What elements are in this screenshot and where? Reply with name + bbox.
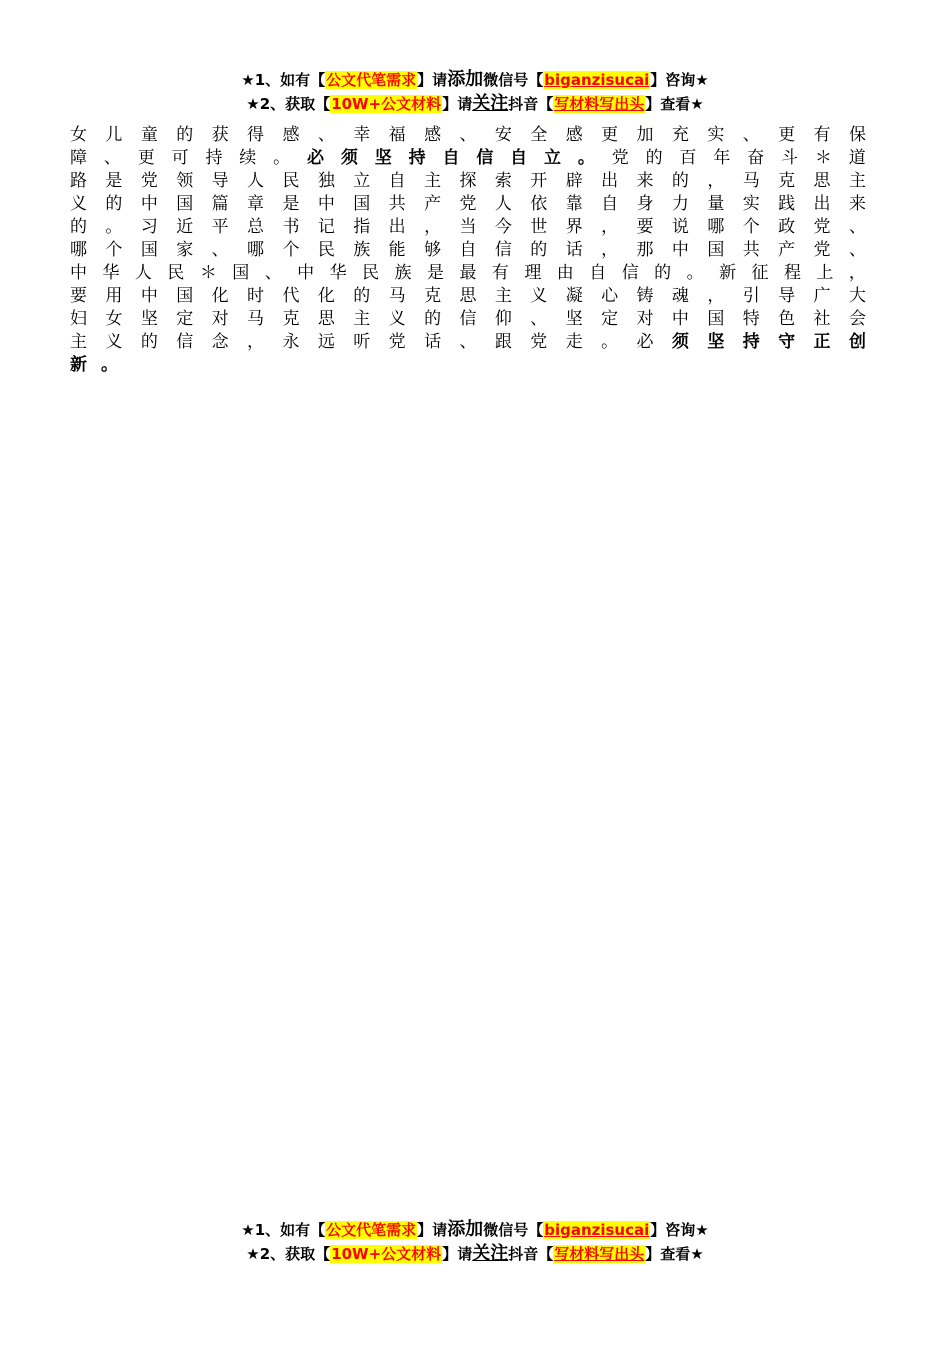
body-char: 党 [813,240,831,260]
footer-line-1-tail: 】咨询★ [650,1221,709,1239]
body-char: 义 [388,309,406,329]
body-char: 道 [848,148,866,168]
body-char: 有 [813,125,831,145]
body-char: 得 [247,125,265,145]
header-line-2 [0,92,950,116]
body-char: 、 [317,125,335,145]
body-char: 党 [459,194,477,214]
body-char: 国 [353,194,371,214]
body-line [70,239,866,262]
body-char: 魂 [671,286,689,306]
footer-line-2-emph: 关注 [472,1243,509,1264]
body-char: 童 [140,125,158,145]
header-douyin-account: 写材料写出头 [554,95,645,113]
body-char: 感 [424,125,442,145]
body-char: 大 [848,286,866,306]
body-char: 更 [778,125,796,145]
body-char: 共 [388,194,406,214]
body-char: 身 [636,194,654,214]
body-char: 持 [742,332,760,352]
body-char: 信 [459,309,477,329]
body-char: 对 [211,309,229,329]
body-char: 产 [778,240,796,260]
footer-line-1-emph: 添加 [447,1219,484,1240]
body-char: 是 [105,171,123,191]
body-char: 出 [813,194,831,214]
body-char: 的 [105,194,123,214]
body-char: 出 [388,217,406,237]
header-line-1-lead: ★1、如有【 [241,71,326,89]
body-line [70,331,866,354]
body-char: 导 [211,171,229,191]
body-char: 化 [317,286,335,306]
body-char: 中 [140,286,158,306]
body-char: 、 [848,240,866,260]
body-char: 安 [494,125,512,145]
body-char: 。 [686,263,704,283]
body-char: 今 [494,217,512,237]
body-char: 信 [176,332,194,352]
footer-line-1-mid1: 】请 [417,1221,448,1239]
body-char: 党 [140,171,158,191]
body-char: 义 [105,332,123,352]
body-char: 党 [813,217,831,237]
body-char: ， [707,286,725,306]
body-char: 征 [751,263,769,283]
body-char: 近 [176,217,194,237]
body-char: 来 [636,171,654,191]
body-char: 听 [353,332,371,352]
body-char: ， [601,217,619,237]
body-char: 国 [707,240,725,260]
body-char: 自 [601,194,619,214]
body-char: 思 [317,309,335,329]
footer-line-2-highlight: 10W+公文材料 [331,1245,442,1263]
body-char: 总 [247,217,265,237]
body-char: 幸 [353,125,371,145]
body-char: 理 [524,263,542,283]
header-line-2-mid1: 】请 [442,95,473,113]
body-char: 思 [813,171,831,191]
body-char: 人 [247,171,265,191]
body-char: 篇 [211,194,229,214]
body-char: 靠 [565,194,583,214]
body-char: 思 [459,286,477,306]
body-char: 代 [282,286,300,306]
body-char: 定 [601,309,619,329]
footer-line-1-mid2: 微信号【 [483,1221,544,1239]
body-char: 能 [388,240,406,260]
body-char: 时 [247,286,265,306]
body-char: ， [601,240,619,260]
body-char: 加 [636,125,654,145]
body-char: 马 [742,171,760,191]
body-char: 信 [476,148,494,168]
body-line [70,285,866,308]
body-char: 界 [565,217,583,237]
body-char: 国 [707,309,725,329]
body-char: 主 [494,286,512,306]
body-char: 社 [813,309,831,329]
body-char: 章 [247,194,265,214]
body-char: 族 [353,240,371,260]
body-char: 马 [388,286,406,306]
body-char: 更 [601,125,619,145]
body-char: 那 [636,240,654,260]
header-banner [0,68,950,116]
body-char: 辟 [565,171,583,191]
body-char: 的 [140,332,158,352]
body-char: 创 [848,332,866,352]
body-char: 有 [491,263,509,283]
body-line [70,147,866,170]
body-char: 民 [362,263,380,283]
header-line-1-mid1: 】请 [417,71,448,89]
body-char: ＊ [199,263,217,283]
body-char: 、 [848,217,866,237]
body-char: 中 [140,194,158,214]
footer-banner [0,1218,950,1266]
body-char: 领 [176,171,194,191]
body-char: 哪 [247,240,265,260]
header-line-1-emph: 添加 [447,69,484,90]
body-line [70,193,866,216]
body-char: 书 [282,217,300,237]
body-char: 持 [205,148,223,168]
body-char: 个 [105,240,123,260]
body-char: 女 [70,125,87,145]
body-char: 党 [611,148,629,168]
body-char: 索 [494,171,512,191]
body-char: 义 [530,286,548,306]
body-char: 特 [742,309,760,329]
body-char: 当 [459,217,477,237]
body-char: 克 [282,309,300,329]
body-char: 个 [742,217,760,237]
body-char: 引 [742,286,760,306]
body-char: 由 [556,263,574,283]
body-char: 儿 [105,125,123,145]
body-char: 中 [317,194,335,214]
body-char: 仰 [494,309,512,329]
body-char: 。 [273,148,291,168]
body-char: 感 [565,125,583,145]
body-line [70,170,866,193]
body-char: 心 [601,286,619,306]
body-char: 获 [211,125,229,145]
body-char: 党 [530,332,548,352]
body-char: 坚 [707,332,725,352]
body-char: 家 [176,240,194,260]
body-char: ， [424,217,442,237]
header-line-1-tail: 】咨询★ [650,71,709,89]
body-char: 。 [577,148,595,168]
footer-line-2 [0,1242,950,1266]
body-char: 坚 [565,309,583,329]
body-char: 自 [442,148,460,168]
body-char: 国 [176,194,194,214]
body-char: 持 [408,148,426,168]
body-char: 依 [530,194,548,214]
body-char: 说 [671,217,689,237]
body-char: 开 [530,171,548,191]
body-char: 马 [247,309,265,329]
body-line [70,216,866,239]
body-char: 。 [105,217,123,237]
body-char: 习 [140,217,158,237]
body-char: 立 [353,171,371,191]
body-char: 须 [340,148,358,168]
body-char: 用 [105,286,123,306]
body-char: 自 [510,148,528,168]
body-char: 中 [671,309,689,329]
body-char: 跟 [494,332,512,352]
body-char: 念 [211,332,229,352]
body-char: 色 [778,309,796,329]
header-line-2-highlight: 10W+公文材料 [331,95,442,113]
body-char: 产 [424,194,442,214]
body-char: 的 [645,148,663,168]
body-char: 践 [778,194,796,214]
header-line-1 [0,68,950,92]
body-char: 共 [742,240,760,260]
body-paragraph [70,124,866,377]
body-char: 党 [388,332,406,352]
body-char: 平 [211,217,229,237]
body-char: 主 [353,309,371,329]
body-char: 量 [707,194,725,214]
body-char: 国 [232,263,250,283]
body-char: 百 [679,148,697,168]
body-char: 斗 [781,148,799,168]
body-char: 是 [282,194,300,214]
body-char: 妇 [70,309,87,329]
body-char: 正 [813,332,831,352]
body-char: 充 [671,125,689,145]
body-char: 远 [317,332,335,352]
body-char: 人 [134,263,152,283]
body-char: 自 [388,171,406,191]
body-char: 的 [424,309,442,329]
body-char: 的 [70,217,87,237]
body-char: 会 [848,309,866,329]
body-char: 坚 [374,148,392,168]
body-char: 新 [70,355,87,375]
body-char: 中 [671,240,689,260]
body-char: 感 [282,125,300,145]
footer-line-2-tail: 】查看★ [645,1245,704,1263]
body-char: 哪 [707,217,725,237]
body-char: 程 [783,263,801,283]
body-char: 要 [70,286,87,306]
body-char: 对 [636,309,654,329]
body-char: 、 [103,148,121,168]
footer-line-1-highlight: 公文代笔需求 [326,1221,417,1239]
body-char: 上 [816,263,834,283]
body-char: 来 [848,194,866,214]
header-wechat-id: biganzisucai [544,71,650,89]
body-char: 的 [353,286,371,306]
body-char: ， [247,332,265,352]
body-char: 民 [282,171,300,191]
body-char: 够 [424,240,442,260]
body-char: 实 [742,194,760,214]
footer-line-2-mid1: 】请 [442,1245,473,1263]
body-char: 话 [565,240,583,260]
footer-wechat-id: biganzisucai [544,1221,650,1239]
body-line [70,308,866,331]
header-line-2-emph: 关注 [472,93,509,114]
body-char: 要 [636,217,654,237]
body-char: 立 [544,148,562,168]
body-char: 。 [101,355,118,375]
body-char: 民 [317,240,335,260]
body-char: 自 [459,240,477,260]
body-char: 华 [102,263,120,283]
body-char: 续 [239,148,257,168]
body-char: 凝 [565,286,583,306]
body-char: 可 [171,148,189,168]
body-char: 指 [353,217,371,237]
body-char: 探 [459,171,477,191]
body-char: 义 [70,194,87,214]
body-char: 永 [282,332,300,352]
body-char: 路 [70,171,87,191]
body-char: 主 [848,171,866,191]
body-char: 个 [282,240,300,260]
body-char: 。 [601,332,619,352]
body-char: 、 [530,309,548,329]
body-char: 的 [530,240,548,260]
body-char: 国 [176,286,194,306]
body-char: 必 [307,148,325,168]
body-char: 中 [297,263,315,283]
header-line-2-tail: 】查看★ [645,95,704,113]
body-char: 信 [621,263,639,283]
body-char: 主 [70,332,87,352]
body-char: 独 [317,171,335,191]
body-char: 最 [459,263,477,283]
body-line [70,262,866,285]
body-char: 民 [167,263,185,283]
body-char: 中 [70,263,87,283]
body-char: 全 [530,125,548,145]
body-char: 华 [329,263,347,283]
body-char: 福 [388,125,406,145]
body-char: ＊ [814,148,832,168]
body-char: 化 [211,286,229,306]
body-char: 自 [589,263,607,283]
body-char: 更 [137,148,155,168]
body-char: 年 [713,148,731,168]
body-char: ， [848,263,866,283]
body-char: 记 [317,217,335,237]
header-line-1-highlight: 公文代笔需求 [326,71,417,89]
body-char: ， [707,171,725,191]
body-char: 须 [671,332,689,352]
body-char: 广 [813,286,831,306]
body-char: 守 [778,332,796,352]
body-char: 实 [707,125,725,145]
body-char: 保 [848,125,866,145]
body-char: 话 [424,332,442,352]
footer-douyin-account: 写材料写出头 [554,1245,645,1263]
footer-line-1 [0,1218,950,1242]
body-char: 族 [394,263,412,283]
body-char: 克 [424,286,442,306]
body-char: 的 [671,171,689,191]
body-char: 克 [778,171,796,191]
body-char: 新 [719,263,737,283]
body-char: 奋 [747,148,765,168]
body-line [70,124,866,147]
body-char: 必 [636,332,654,352]
body-char: 铸 [636,286,654,306]
body-char: 、 [742,125,760,145]
body-char: 、 [264,263,282,283]
footer-line-2-mid2: 抖音【 [508,1245,554,1263]
body-char: 导 [778,286,796,306]
body-char: 国 [140,240,158,260]
header-line-2-lead: ★2、获取【 [246,95,331,113]
body-char: 障 [70,148,87,168]
body-char: 、 [211,240,229,260]
body-char: 坚 [140,309,158,329]
body-char: 人 [494,194,512,214]
body-char: 力 [671,194,689,214]
body-char: 政 [778,217,796,237]
body-char: 主 [424,171,442,191]
body-line [70,354,866,377]
body-char: 的 [176,125,194,145]
body-char: 世 [530,217,548,237]
body-char: 的 [654,263,672,283]
body-char: 哪 [70,240,87,260]
body-char: 女 [105,309,123,329]
body-char: 走 [565,332,583,352]
body-char: 定 [176,309,194,329]
body-char: 信 [494,240,512,260]
body-char: 出 [601,171,619,191]
header-line-1-mid2: 微信号【 [483,71,544,89]
body-char: 、 [459,332,477,352]
footer-line-1-lead: ★1、如有【 [241,1221,326,1239]
header-line-2-mid2: 抖音【 [508,95,554,113]
footer-line-2-lead: ★2、获取【 [246,1245,331,1263]
body-char: 是 [426,263,444,283]
body-char: 、 [459,125,477,145]
